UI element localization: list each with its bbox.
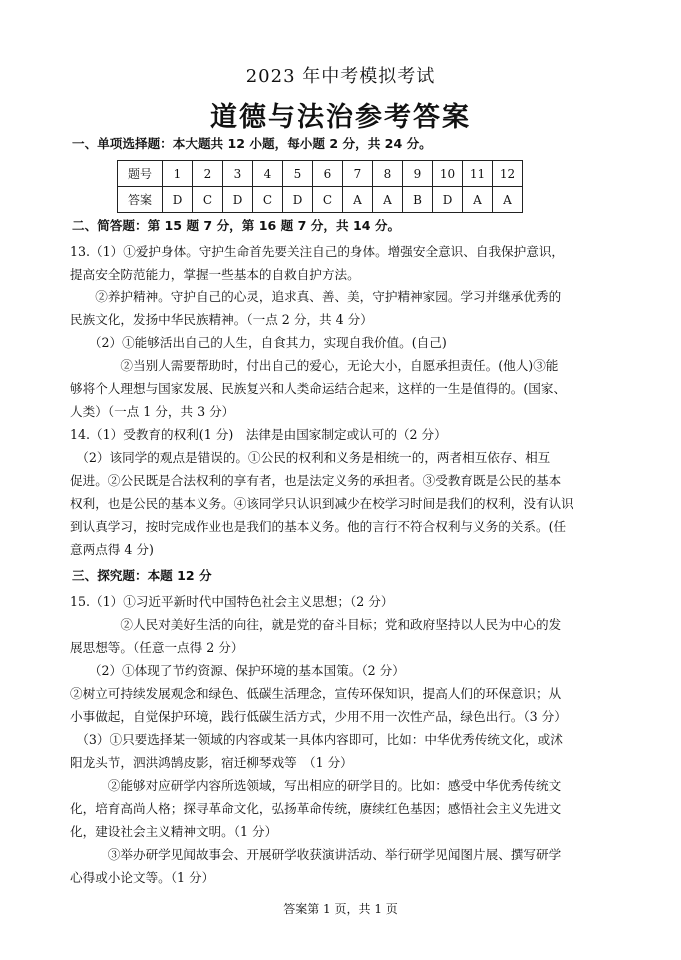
text-line: ②养护精神。守护自己的心灵，追求真、善、美，守护精神家园。学习并继承优秀的 [70, 289, 562, 304]
text-line: 阳龙头节，泗洪鸿鹄皮影，宿迁柳琴戏等 （1 分） [70, 755, 353, 770]
table-cell: D [283, 187, 313, 213]
table-cell: 2 [193, 161, 223, 187]
text-line: （2）①能够活出自己的人生，自食其力，实现自我价值。(自己) [70, 335, 447, 350]
text-line: 展思想等。（任意一点得 2 分） [70, 640, 244, 655]
table-header-cell: 答案 [118, 187, 163, 213]
section2-heading: 二、简答题：第 15 题 7 分，第 16 题 7 分，共 14 分。 [72, 218, 401, 233]
text-line: ②人民对美好生活的向往，就是党的奋斗目标；党和政府坚持以人民为中心的发 [70, 617, 562, 632]
text-line: 化，培育高尚人格；探寻革命文化，弘扬革命传统，赓续红色基因；感悟社会主义先进文 [70, 801, 562, 816]
table-row-answers [118, 187, 523, 213]
table-cell: D [223, 187, 253, 213]
table-row-numbers [118, 161, 523, 187]
table-cell: C [313, 187, 343, 213]
table-cell: 6 [313, 161, 343, 187]
text-line: 促进。②公民既是合法权利的享有者，也是法定义务的承担者。③受教育既是公民的基本 [70, 473, 562, 488]
text-line: （2）该同学的观点是错误的。①公民的权利和义务是相统一的，两者相互依存、相互 [70, 450, 551, 465]
text-line: 化，建设社会主义精神文明。（1 分） [70, 824, 278, 839]
table-cell: 5 [283, 161, 313, 187]
table-cell: 10 [433, 161, 463, 187]
text-line: 13.（1）①爱护身体。守护生命首先要关注自己的身体。增强安全意识、自我保护意识， [70, 244, 565, 259]
table-cell: 8 [373, 161, 403, 187]
table-cell: D [433, 187, 463, 213]
page-footer: 答案第 1 页，共 1 页 [283, 902, 398, 916]
text-line: 提高安全防范能力，掌握一些基本的自救自护方法。 [70, 267, 360, 282]
section1-heading: 一、单项选择题：本大题共 12 小题，每小题 2 分，共 24 分。 [72, 136, 432, 151]
text-line: 意两点得 4 分) [70, 542, 154, 557]
table-cell: A [373, 187, 403, 213]
text-line: ③举办研学见闻故事会、开展研学收获演讲活动、举行研学见闻图片展、撰写研学 [70, 847, 562, 862]
table-cell: 3 [223, 161, 253, 187]
table-cell: 1 [163, 161, 193, 187]
text-line: 心得或小论文等。（1 分） [70, 870, 215, 885]
text-line: ②树立可持续发展观念和绿色、低碳生活理念，宣传环保知识，提高人们的环保意识；从 [70, 686, 562, 701]
table-cell: 11 [463, 161, 493, 187]
answer-table [117, 160, 523, 213]
table-cell: D [163, 187, 193, 213]
text-line: （2）①体现了节约资源、保护环境的基本国策。（2 分） [70, 663, 405, 678]
text-line: 14.（1）受教育的权利(1 分) 法律是由国家制定或认可的（2 分） [70, 427, 447, 442]
table-cell: 9 [403, 161, 433, 187]
text-line: ②当别人需要帮助时，付出自己的爱心，无论大小，自愿承担责任。(他人)③能 [70, 358, 559, 373]
table-cell: 7 [343, 161, 373, 187]
section3-heading: 三、探究题：本题 12 分 [72, 568, 212, 583]
table-header-cell: 题号 [118, 161, 163, 187]
text-line: 够将个人理想与国家发展、民族复兴和人类命运结合起来，这样的一生是值得的。(国家、 [70, 381, 567, 396]
table-cell: C [253, 187, 283, 213]
text-line: 小事做起，自觉保护环境，践行低碳生活方式，少用不用一次性产品，绿色出行。（3 分） [70, 709, 567, 724]
table-cell: A [493, 187, 523, 213]
text-line: 民族文化，发扬中华民族精神。（一点 2 分，共 4 分） [70, 312, 373, 327]
text-line: 15.（1）①习近平新时代中国特色社会主义思想；（2 分） [70, 594, 394, 609]
text-line: 权利，也是公民的基本义务。④该同学只认识到减少在校学习时间是我们的权利，没有认识 [70, 496, 574, 511]
table-cell: A [343, 187, 373, 213]
table-cell: 4 [253, 161, 283, 187]
table-cell: A [463, 187, 493, 213]
table-cell: 12 [493, 161, 523, 187]
exam-title: 2023 年中考模拟考试 [245, 66, 436, 87]
table-cell: C [193, 187, 223, 213]
text-line: ②能够对应研学内容所选领域，写出相应的研学目的。比如：感受中华优秀传统文 [70, 778, 562, 793]
exam-subtitle: 道德与法治参考答案 [210, 102, 471, 133]
table-cell: B [403, 187, 433, 213]
text-line: （3）①只要选择某一领域的内容或某一具体内容即可，比如：中华优秀传统文化，或沭 [70, 732, 563, 747]
text-line: 人类）（一点 1 分，共 3 分） [70, 404, 235, 419]
text-line: 到认真学习，按时完成作业也是我们的基本义务。他的言行不符合权利与义务的关系。(任 [70, 519, 567, 534]
